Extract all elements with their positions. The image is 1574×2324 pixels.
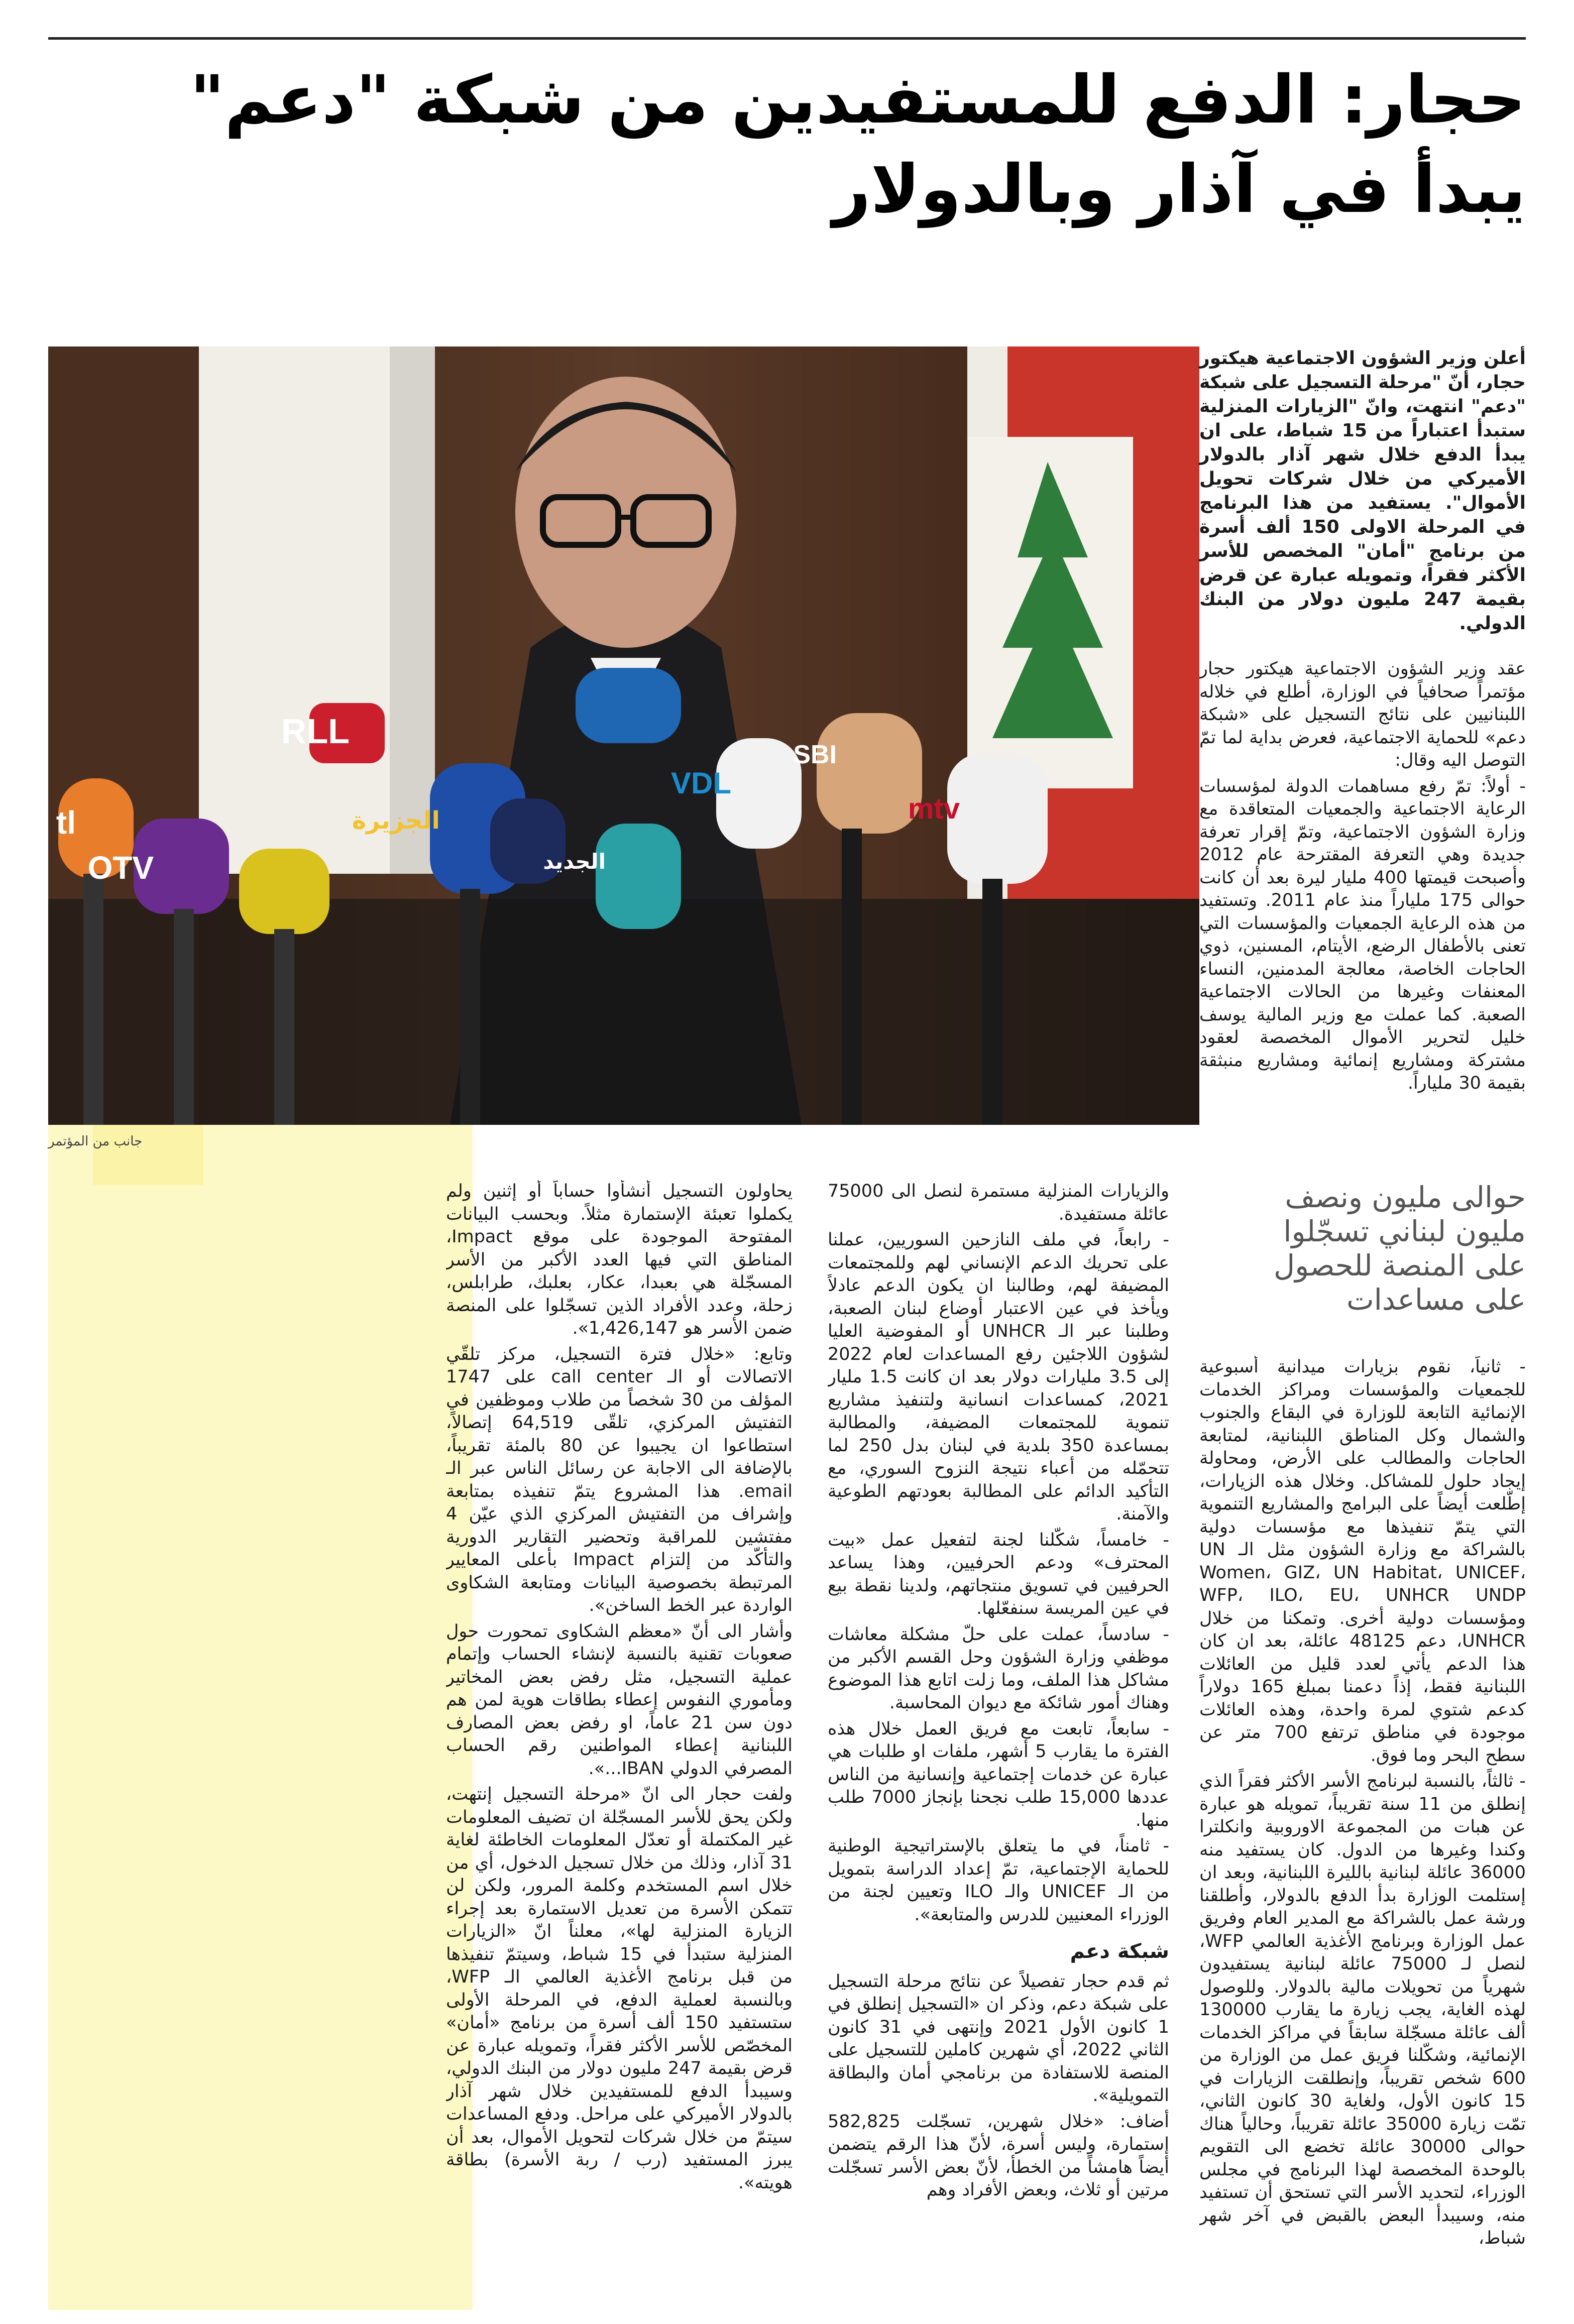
logo-aljazeera: الجزيرة (352, 806, 440, 835)
paragraph: وأشار الى أنّ «معظم الشكاوى تمحورت حول صعوبات تقنية بالنسبة لإنشاء الحساب وإتمام عملية التسجيل، مثل رفض بعض المخاتير ومأموري النفوس إعطاء بطاقات هوية لمن هم دون سن 21 عاماً، او رفض بعض المصارف اللبنانية إعطاء المواطنين رقم الحساب المصرفي الدولي IBAN...». (446, 1621, 793, 1779)
paragraph: ولفت حجار الى انّ «مرحلة التسجيل إنتهت، ولكن يحق للأسر المسجّلة ان تضيف المعلومات غير المكتملة أو تعدّل المعلومات الخاطئة لغاية 31 آذار، وذلك من خلال تسجيل الدخول، أي من خلال اسم المستخدم وكلمة المرور، ولكن لن تتمكن الأسرة من تعديل الاستمارة بعد إجراء الزيارة المنزلية لها»، معلناً انّ «الزيارات المنزلية ستبدأ في 15 شباط، وسيتمّ تنفيذها من قبل برنامج الأغذية العالمي الـ WFP، وبالنسبة لعملية الدفع، في المرحلة الأولى ستستفيد 150 ألف أسرة من برنامج «أمان» المخصّص للأسر الأكثر فقراً، وتمويله عبارة عن قرض بقيمة 247 مليون دولار من البنك الدولي، وسيبدأ الدفع للمستفيدين خلال شهر آذار بالدولار الأميركي على مراحل. ودفع المساعدات سيتمّ من خلال شركات لتحويل الأموال، بعد أن يبرز المستفيد (رب / ربة الأسرة) بطاقة هويته». (446, 1784, 793, 2193)
article-column-middle (828, 1180, 1169, 2285)
subheading: شبكة دعم (1070, 1940, 1169, 1963)
logo-otv: OTV (87, 850, 154, 886)
logo-sbi: SBI (793, 740, 837, 769)
headline (48, 55, 1526, 234)
paragraph: - ثالثاً، بالنسبة لبرنامج الأسر الأكثر فقراً الذي إنطلق من 11 سنة تقريباً، تمويله هو عبارة عن هبات من المجموعة الاوروبية وانكلترا وكندا وغيرها من الدول. كان يستفيد منه 36000 عائلة لبنانية بالليرة اللبنانية، وبعد ان إستلمت الوزارة بدأ الدفع بالدولار، وأطلقنا ورشة عمل بالشراكة مع المدير العام وفريق عمل الوزارة وبرنامج الأغذية العالمي WFP، لنصل لـ 75000 عائلة لبنانية يستفيدون شهرياً من تحويلات مالية بالدولار. وللوصول لهذه الغاية، يجب زيارة ما يقارب 130000 ألف عائلة مسجّلة سابقاً في مراكز الخدمات الإنمائية، وشكّلنا فريق عمل من الوزارة من 600 شخص تقريباً، وإنطلقت الزيارات في 15 كانون الأول، ولغاية 30 كانون الثاني، تمّت زيارة 35000 عائلة تقريباً، وحالياً هناك حوالى 30000 عائلة تخضع الى التقويم بالوحدة المخصصة لهذا البرنامج في مجلس الوزراء، لتحديد الأسر التي تستحق أن تستفيد منه، وسيبدأ البعض بالقبض في آخر شهر شباط، (1199, 1771, 1526, 2248)
paragraph: أضاف: «خلال شهرين، تسجّلت 582,825 إستمارة، وليس أسرة، لأنّ هذا الرقم يتضمن أيضاً هامشاً من الخطأ، لأنّ بعض الأسر تسجّلت مرتين أو ثلاث، وبعض الأفراد وهم (828, 2111, 1169, 2200)
headline-line-2: يبدأ في آذار وبالدولار (832, 151, 1526, 228)
highlight-background (48, 1125, 473, 2310)
paragraph: والزيارات المنزلية مستمرة لنصل الى 75000 عائلة مستفيدة. (828, 1181, 1169, 1224)
paragraph: ثم قدم حجار تفصيلاً عن نتائج مرحلة التسجيل على شبكة دعم، وذكر ان «التسجيل إنطلق في 1 كانون الأول 2021 وإنتهى في 31 كانون الثاني 2022، أي شهرين كاملين للتسجيل على المنصة للاستفادة من برنامجي أمان والبطاقة التمويلية». (828, 1971, 1169, 2106)
article-column-right-bottom (1199, 1356, 1526, 2285)
article-column-right-top (1199, 658, 1526, 1120)
paragraph: - سابعاً، تابعت مع فريق العمل خلال هذه الفترة ما يقارب 5 أشهر، ملفات او طلبات هي عبارة عن خدمات إجتماعية وإنسانية من الناس عددها 15,000 طلب نجحنا بإنجاز 7000 طلب منها. (828, 1718, 1169, 1830)
paragraph: - ثانياً، نقوم بزيارات ميدانية أسبوعية للجمعيات والمؤسسات ومراكز الخدمات الإنمائية التابعة للوزارة في البقاع والجنوب والشمال وكل المناطق اللبنانية، لمتابعة الحاجات والمطالب على الأرض، ومحاولة إيجاد حلول للمشاكل. وخلال هذه الزيارات، إطّلعت أيضاً على البرامج والمشاريع التنموية التي يتمّ تنفيذها مع مؤسسات دولية بالشراكة مع وزارة الشؤون مثل الـ UN Women، GIZ، UN Habitat، UNICEF، WFP، ILO، EU، UNHCR UNDP ومؤسسات دولية أخرى. وتمكنا من خلال UNHCR، دعم 48125 عائلة، بعد ان كان هذا الدعم يأتي لعدد قليل من العائلات اللبنانية فقط، إذاً دعمنا بمبلغ 165 دولاراً كدعم شتوي لمرة واحدة، وهذه العائلات موجودة في مناطق ترتفع 700 متر عن سطح البحر وما فوق. (1199, 1357, 1526, 1766)
photo-caption: جانب من المؤتمر (48, 1134, 143, 1149)
headline-line-1: حجار: الدفع للمستفيدين من شبكة "دعم" (190, 61, 1526, 139)
logo-mtv: mtv (908, 792, 960, 825)
pull-quote: حوالى مليون ونصف مليون لبناني تسجّلوا على المنصة للحصول على مساعدات (1274, 1180, 1526, 1317)
paragraph: - ثامناً، في ما يتعلق بالإستراتيجية الوطنية للحماية الإجتماعية، تمّ إعداد الدراسة بتمويل من الـ UNICEF والـ ILO وتعيين لجنة من الوزراء المعنيين للدرس والمتابعة». (828, 1836, 1169, 1925)
paragraph: - رابعاً، في ملف النازحين السوريين، عملنا على تحريك الدعم الإنساني لهم وللمجتمعات المضيفة لهم، وطالبنا ان يكون الدعم عادلاً ويأخذ في عين الاعتبار أوضاع لبنان الصعبة، وطلبنا عبر الـ UNHCR أو المفوضية العليا لشؤون اللاجئين رفع المساعدات لعام 2022 إلى 3.5 مليارات دولار بعد ان كانت 1.5 مليار 2021، كمساعدات انسانية ولتنفيذ مشاريع تنموية للمجتمعات المضيفة، والمطالبة بمساعدة 350 بلدية في لبنان بدل 250 لما تتحمّله من أعباء نتيجة النزوح السوري، مع التأكيد الدائم على المطالبة بعودتهم الطوعية والآمنة. (828, 1230, 1169, 1524)
paragraph: - خامساً، شكّلنا لجنة لتفعيل عمل «بيت المحترف» ودعم الحرفيين، وهذا يساعد الحرفيين في تسويق منتجاتهم، ولدينا نقطة بيع في عين المريسة سنفعّلها. (828, 1530, 1169, 1618)
logo-rll: RLL (281, 712, 350, 751)
paragraph: - أولاً: تمّ رفع مساهمات الدولة لمؤسسات الرعاية الاجتماعية والجمعيات المتعاقدة مع وزارة الشؤون الاجتماعية، وتمّ إقرار تعرفة جديدة وهي التعرفة المقترحة عام 2012 وأصبحت قيمتها 400 مليار ليرة بعد أن كانت حوالى 175 ملياراً منذ عام 2011. وتستفيد من هذه الرعاية الجمعيات والمؤسسات التي تعنى بالأطفال الرضع، الأيتام، المسنين، ذوي الحاجات الخاصة، معالجة المدمنين، النساء المعنفات وغيرها من الحالات الاجتماعية الصعبة. كما عملت مع وزير المالية يوسف خليل لتحرير الأموال المخصصة لعقود مشتركة ومشاريع إنمائية ومشاريع منبثقة بقيمة 30 ملياراً. (1199, 776, 1526, 1093)
paragraph: عقد وزير الشؤون الاجتماعية هيكتور حجار مؤتمراً صحافياً في الوزارة، أطلع في خلاله اللبنانيين على نتائج التسجيل على «شبكة دعم» للحماية الاجتماعية، فعرض بداية لما تمّ التوصل اليه وقال: (1199, 659, 1526, 770)
logo-aljadeed: الجديد (543, 849, 606, 874)
logo-tl: tl (56, 804, 76, 841)
logo-vdl: VDL (671, 766, 731, 800)
paragraph: - سادساً، عملت على حلّ مشكلة معاشات موظفي وزارة الشؤون وحل القسم الأكبر من مشاكل هذا الملف، وما زلت اتابع هذا الموضوع وهناك أمور شائكة مع ديوان المحاسبة. (828, 1624, 1169, 1713)
press-conference-photo (48, 346, 1199, 1125)
lead-paragraph: أعلن وزير الشؤون الاجتماعية هيكتور حجار، أنّ "مرحلة التسجيل على شبكة "دعم" انتهت، وانّ "الزيارات المنزلية ستبدأ اعتباراً من 15 شباط، على ان يبدأ الدفع خلال شهر آذار بالدولار الأميركي من خلال شركات تحويل الأموال". يستفيد من هذا البرنامج في المرحلة الاولى 150 ألف أسرة من برنامج "أمان" المخصص للأسر الأكثر فقراً، وتمويله عبارة عن قرض بقيمة 247 مليون دولار من البنك الدولي. (1199, 348, 1526, 634)
paragraph: وتابع: «خلال فترة التسجيل، مركز تلقّي الاتصالات أو الـ call center على 1747 المؤلف من 30 شخصاً من طلاب وموظفين في التفتيش المركزي، تلقّى 64,519 إتصالاً، استطاعوا ان يجيبوا عن 80 بالمئة تقريباً، بالإضافة الى الاجابة عن رسائل الناس عبر الـ email. هذا المشروع يتمّ تنفيذه بمتابعة وإشراف من التفتيش المركزي الذي عيّن 4 مفتشين للمراقبة وتحضير التقارير الدورية والتأكّد من إلتزام Impact بأعلى المعايير المرتبطة بخصوصية البيانات ومتابعة الشكاوى الواردة عبر الخط الساخن». (446, 1344, 793, 1615)
article-column-left (446, 1180, 793, 2285)
paragraph: يحاولون التسجيل أنشأوا حساباً أو إثنين ولم يكملوا تعبئة الإستمارة مثلاً. وبحسب البيانات المفتوحة الموجودة على موقع Impact، المناطق التي فيها العدد الأكبر من الأسر المسجّلة هي بعبدا، عكار، بعلبك، طرابلس، زحلة، وعدد الأفراد الذين تسجّلوا على المنصة ضمن الأسر هو 1,426,147». (446, 1181, 793, 1338)
top-rule (48, 37, 1526, 40)
